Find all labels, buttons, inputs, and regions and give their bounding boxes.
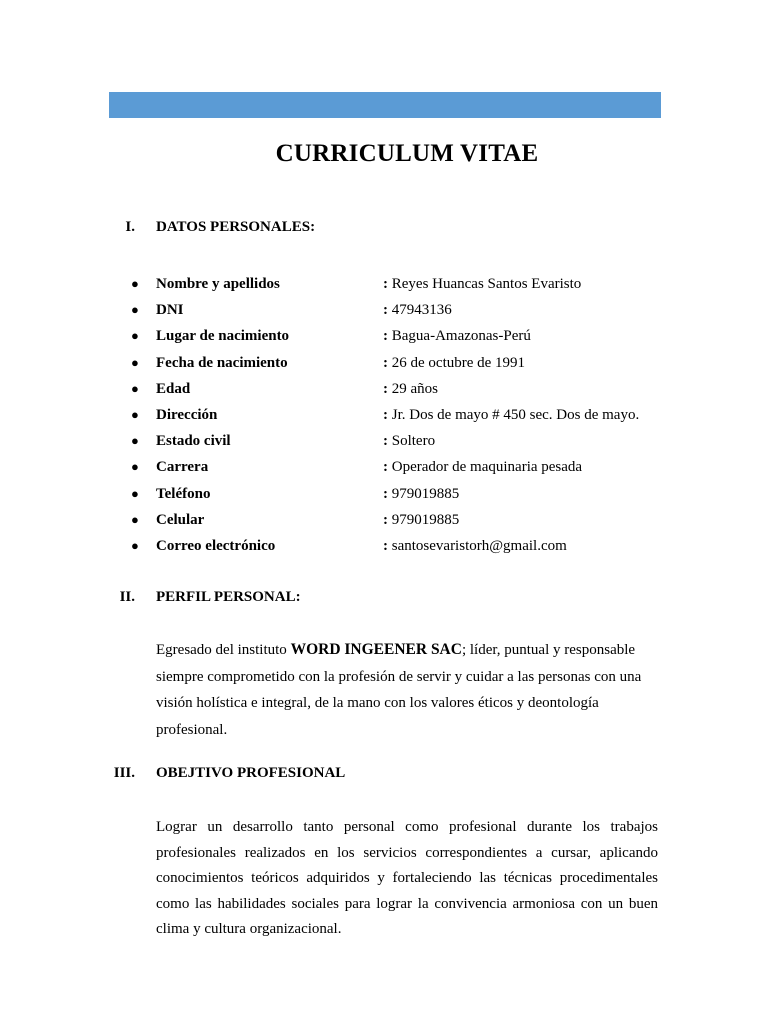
field-value-text: Soltero: [391, 433, 436, 450]
personal-data-item: [0, 353, 768, 379]
field-label: Estado civil: [156, 433, 231, 450]
field-value-text: 26 de octubre de 1991: [391, 354, 526, 371]
bullet-icon: ●: [131, 380, 139, 396]
field-value-text: Operador de maquinaria pesada: [391, 459, 583, 476]
personal-data-item: [0, 457, 768, 483]
field-label: Dirección: [156, 406, 218, 423]
personal-data-item: [0, 510, 768, 536]
field-label: Lugar de nacimiento: [156, 328, 290, 345]
field-separator: :: [383, 302, 388, 319]
field-label: Nombre y apellidos: [156, 276, 280, 292]
bullet-icon: ●: [131, 406, 139, 422]
personal-data-item: [0, 536, 768, 562]
personal-data-item: [0, 431, 768, 457]
field-value: [383, 484, 459, 504]
profile-text: ; líder, puntual y responsable siempre comprometido con la profesión de servir y cuidar a las personas con una visión holística e integral, de la mano con los valores éticos y deontología profesional.: [156, 642, 642, 738]
field-value-text: Reyes Huancas Santos Evaristo: [391, 276, 582, 292]
personal-data-item: [0, 405, 768, 431]
document-title: CURRICULUM VITAE: [275, 140, 539, 167]
field-value: [383, 457, 582, 477]
profile-paragraph: [156, 637, 658, 743]
field-label: DNI: [156, 302, 184, 319]
field-value: [383, 274, 581, 294]
personal-data-item: [0, 484, 768, 510]
personal-data-item: [0, 326, 768, 352]
field-label: Fecha de nacimiento: [156, 354, 288, 371]
personal-data-item: [0, 379, 768, 405]
field-label: Teléfono: [156, 485, 211, 502]
bullet-icon: ●: [131, 276, 139, 291]
field-value: [383, 510, 459, 530]
field-separator: :: [383, 406, 388, 423]
personal-data-item: [0, 274, 768, 300]
bullet-icon: ●: [131, 459, 139, 475]
field-separator: :: [383, 459, 388, 476]
bullet-icon: ●: [131, 354, 139, 370]
field-label: Celular: [156, 511, 205, 528]
field-value: [383, 300, 452, 320]
field-separator: :: [383, 485, 388, 502]
field-separator: :: [383, 328, 388, 345]
bullet-icon: ●: [131, 485, 139, 501]
institute-name: WORD INGEENER SAC: [290, 641, 462, 658]
section-number: I.: [125, 219, 135, 235]
bullet-icon: ●: [131, 433, 139, 449]
field-value-text: 29 años: [391, 380, 438, 397]
field-value: [383, 326, 531, 346]
field-value: [383, 353, 525, 373]
section-title: DATOS PERSONALES:: [156, 219, 316, 235]
header-color-bar: [109, 92, 661, 118]
personal-data-list: [0, 274, 768, 562]
bullet-icon: ●: [131, 511, 139, 527]
field-separator: :: [383, 537, 388, 554]
field-value-text: 47943136: [391, 302, 452, 319]
field-value-text: Jr. Dos de mayo # 450 sec. Dos de mayo.: [391, 406, 640, 423]
field-value: [383, 431, 435, 451]
bullet-icon: ●: [131, 537, 139, 553]
field-value-text: 979019885: [391, 485, 460, 502]
field-label: Carrera: [156, 459, 209, 476]
field-separator: :: [383, 380, 388, 397]
field-separator: :: [383, 433, 388, 450]
field-value-text: 979019885: [391, 511, 460, 528]
field-value-text: santosevaristorh@gmail.com: [391, 537, 567, 554]
bullet-icon: ●: [131, 328, 139, 344]
section-title: OBEJTIVO PROFESIONAL: [156, 765, 346, 781]
field-value: [383, 536, 567, 556]
bullet-icon: ●: [131, 302, 139, 318]
section-title: PERFIL PERSONAL:: [156, 589, 301, 605]
field-value: [383, 405, 639, 425]
field-separator: :: [383, 511, 388, 528]
field-value-text: Bagua-Amazonas-Perú: [391, 328, 531, 345]
field-label: Correo electrónico: [156, 537, 276, 554]
field-value: [383, 379, 438, 399]
personal-data-item: [0, 300, 768, 326]
field-separator: :: [383, 276, 388, 292]
profile-intro: Egresado del instituto: [156, 642, 291, 658]
section-number: II.: [119, 589, 135, 605]
section-number: III.: [113, 765, 135, 781]
field-label: Edad: [156, 380, 191, 397]
objective-paragraph: Lograr un desarrollo tanto personal como profesional durante los trabajos profesionales realizados en los servicios correspondientes a cursar, aplicando conocimientos teóricos adquiridos y fortaleciendo las técnicas procedimentales como las habilidades sociales para lograr la convivencia armoniosa con un buen clima y cultura organizacional.: [156, 819, 658, 937]
field-separator: :: [383, 354, 388, 371]
